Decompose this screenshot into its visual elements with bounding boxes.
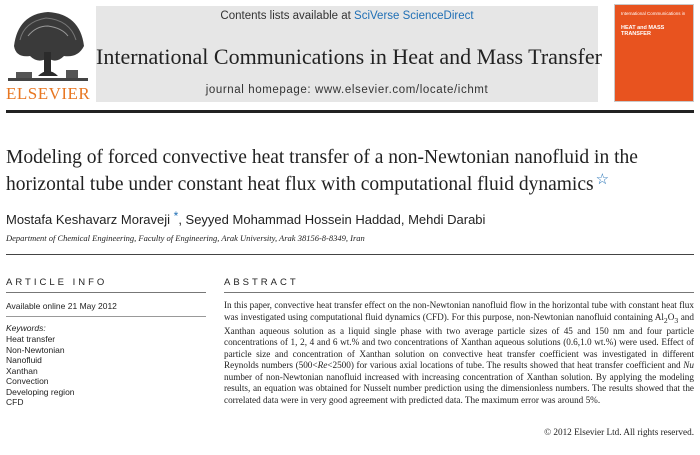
title-footnote-star-icon[interactable]: ☆ (595, 172, 610, 188)
corresponding-author-mark[interactable]: * (173, 209, 179, 223)
nusselt-symbol: Nu (683, 360, 694, 371)
abstract-text (224, 300, 694, 406)
publisher-logo-text: ELSEVIER (6, 84, 91, 103)
cover-title: HEAT and MASS TRANSFER (621, 25, 665, 37)
keyword-item: Xanthan (6, 365, 38, 376)
article-info-divider (6, 292, 206, 293)
keyword-item: Convection (6, 376, 49, 386)
abstract-part-1: In this paper, convective heat transfer effect on the non-Newtonian nanofluid flow in the horizontal tube with constant heat flux was investigated using computational fluid dynamics (CFD). For this purpose, non-Newtonian nanofluid containing (224, 300, 694, 322)
keyword-item: Nanofluid (6, 355, 42, 365)
keywords-list (6, 334, 75, 408)
abstract-divider (224, 292, 694, 293)
cover-small-text: International Communications in (621, 11, 686, 16)
contents-prefix: Contents lists available at (220, 10, 355, 22)
author-name: Mostafa Keshavarz Moraveji (6, 212, 171, 227)
keyword-item: Non-Newtonian (6, 344, 65, 355)
keywords-divider (6, 316, 206, 317)
keyword-item: CFD (6, 397, 24, 407)
copyright-notice: © 2012 Elsevier Ltd. All rights reserved. (544, 427, 694, 437)
abstract-heading: ABSTRACT (224, 277, 299, 288)
reynolds-symbol: Re (317, 360, 328, 371)
abstract-part-4: number of non-Newtonian nanofluid increased with increasing concentration of Xanthan solution. By applying the modeling results, an equation was obtained for Nusselt number prediction using the dimensionless numbers. The results showed that the correlated data were in very good agreement with predicted data. The maximum error was around 5%. (224, 371, 694, 405)
keyword-item: Developing region (6, 386, 75, 397)
abstract-part-3: <2500) for various axial locations of tube. The results showed that heat transfer coefficient and (327, 360, 684, 371)
paper-title (6, 147, 696, 196)
keyword-item: Heat transfer (6, 334, 56, 344)
formula-sub-2: 2 (663, 315, 668, 325)
formula-al: Al (654, 311, 664, 322)
journal-banner (96, 6, 602, 102)
formula-sub-3: 3 (674, 315, 679, 325)
sciverse-link[interactable]: SciVerse ScienceDirect (354, 10, 474, 22)
article-info-heading: ARTICLE INFO (6, 277, 108, 288)
affiliation: Department of Chemical Engineering, Faculty of Engineering, Arak University, Arak 38156-8-8349, Iran (6, 233, 365, 243)
author-list (6, 209, 696, 227)
author-names-rest: , Seyyed Mohammad Hossein Haddad, Mehdi Darabi (178, 212, 486, 227)
title-divider (6, 254, 694, 255)
header-divider (6, 110, 694, 113)
elsevier-logo[interactable] (6, 4, 90, 104)
contents-line (96, 10, 598, 22)
tree-icon (8, 6, 88, 82)
journal-title: International Communications in Heat and Mass Transfer (96, 44, 602, 69)
keywords-label: Keywords: (6, 323, 46, 333)
journal-cover-thumbnail[interactable] (614, 4, 694, 102)
available-online-date: Available online 21 May 2012 (6, 301, 117, 311)
formula-o: O (667, 311, 675, 322)
paper-title-text: Modeling of forced convective heat transfer of a non-Newtonian nanofluid in the horizontal tube under constant heat flux with computational fluid dynamics (6, 147, 638, 195)
journal-homepage[interactable]: journal homepage: www.elsevier.com/locate/ichmt (205, 84, 489, 96)
abstract-part-2: and Xanthan aqueous solution as a liquid single phase with two average particle sizes of 45 and 150 nm and four particle concentrations of 1, 2, 4 and 6 wt.% and two concentrations of Xanthan aqueous solutions (0.6,1.0 wt.%) were used. Effect of particle size and concentration of Xanthan solution on convective heat transfer coefficient was investigated in different Reynolds numbers (500< (224, 311, 694, 371)
